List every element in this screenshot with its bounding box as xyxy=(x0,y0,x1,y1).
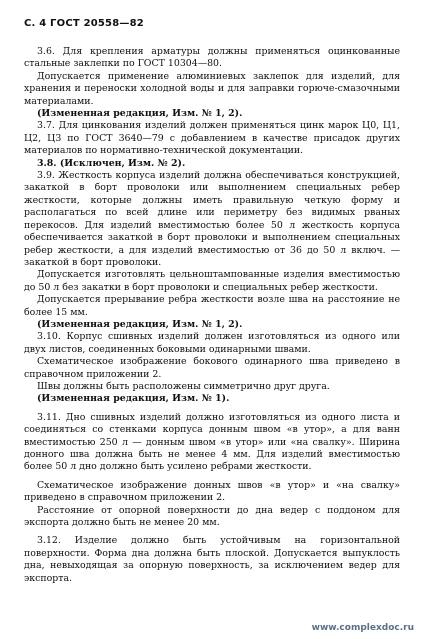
paragraph-3-7: 3.7. Для цинкования изделий должен применяться цинк марок Ц0, Ц1, Ц2, Ц3 по ГОСТ 3640—79 с добавлением в качестве присадок других материалов по нормативно-технической документации. xyxy=(24,120,400,157)
paragraph-3-9-allow: Допускается изготовлять цельноштампованные изделия вместимостью до 50 л без закатки в борт проволоки и специальных ребер жесткости. xyxy=(24,269,400,293)
paragraph-3-10: 3.10. Корпус сшивных изделий должен изготовляться из одного или двух листов, соединенных боковыми одинарными швами. xyxy=(24,331,400,355)
paragraph-3-6-note: Допускается применение алюминиевых заклепок для изделий, для хранения и переноски холодной воды и для заправки горюче-смазочными материалами. xyxy=(24,70,400,107)
paragraph-3-11-distance: Расстояние от опорной поверхности до дна ведер с поддоном для экспорта должно быть не менее 20 мм. xyxy=(24,504,400,529)
paragraph-3-11: 3.11. Дно сшивных изделий должно изготовляться из одного листа и соединяться со стенками корпуса донным швом «в утор», а для ванн вместимостью 250 л — донным швом «в утор» или «на свалку». Ширина донного шва должна быть не менее 4 мм. Для изделий вместимостью более 50 л дно должно быть усилено ребрами жесткости. xyxy=(24,411,400,473)
paragraph-3-10-seams: Швы должны быть расположены симметрично друг друга. xyxy=(37,380,330,392)
paragraph-3-9-gap: Допускается прерывание ребра жесткости возле шва на расстояние не более 15 мм. xyxy=(24,294,400,318)
revision-note: (Измененная редакция, Изм. № 1). xyxy=(37,393,230,405)
paragraph-3-6: 3.6. Для крепления арматуры должны применяться оцинкованные стальные заклепки по ГОСТ 10304—80. xyxy=(24,46,400,70)
paragraph-3-9: 3.9. Жесткость корпуса изделий должна обеспечиваться конструкцией, закаткой в борт проволоки или выполнением специальных ребер жесткости, которые должны иметь правильную четкую форму и располагаться по всей длине или периметру без видимых рваных перекосов. Для изделий вместимостью более 50 л жесткость корпуса обеспечивается закаткой в борт проволоки и выполнением специальных ребер жесткости, а для изделий вместимостью от 36 до 50 л включ. — закаткой в борт проволоки. xyxy=(24,170,400,268)
paragraph-3-11-scheme: Схематическое изображение донных швов «в утор» и «на свалку» приведено в справочном приложении 2. xyxy=(24,479,400,504)
paragraph-3-10-scheme: Схематическое изображение бокового одинарного шва приведено в справочном приложении 2. xyxy=(24,356,400,380)
revision-note: (Измененная редакция, Изм. № 1, 2). xyxy=(37,318,243,330)
document-body xyxy=(24,46,400,585)
revision-note: (Измененная редакция, Изм. № 1, 2). xyxy=(37,108,243,120)
site-watermark[interactable]: www.complexdoc.ru xyxy=(311,623,414,633)
page-header: С. 4 ГОСТ 20558—82 xyxy=(24,18,144,29)
paragraph-3-8: 3.8. (Исключен, Изм. № 2). xyxy=(37,157,186,169)
paragraph-3-12: 3.12. Изделие должно быть устойчивым на горизонтальной поверхности. Форма дна должна быть плоской. Допускается выпуклость дна, невыходящая за опорную поверхность, за исключением ведер для экспорта. xyxy=(24,535,400,584)
